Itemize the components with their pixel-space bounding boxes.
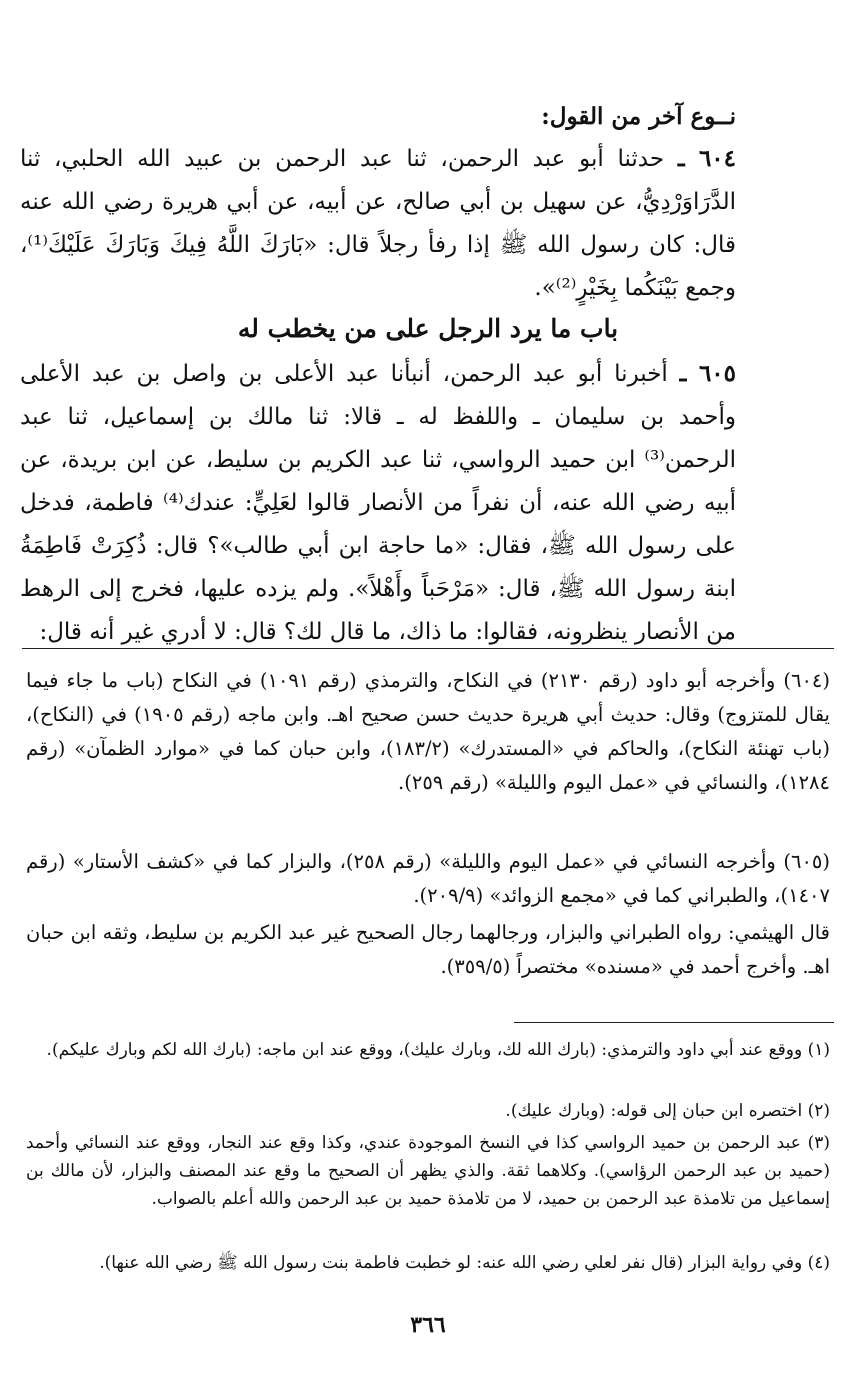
separator-rule [22,648,834,649]
takhrij-604: (٦٠٤) وأخرجه أبو داود (رقم ٢١٣٠) في النكاح، والترمذي (رقم ١٠٩١) في النكاح (باب ما جاء فيما يقال للمتزوج) وقال: حديث أبي هريرة حديث حسن صحيح اهـ. وابن ماجه (رقم ١٩٠٥) في (النكاح)، (باب تهنئة النكاح)، والحاكم في «المستدرك» (١٨٣/٢)، وابن حبان كما في «موارد الظمآن» (رقم ١٢٨٤)، والنسائي في «عمل اليوم والليلة» (رقم ٢٥٩). [26,669,830,794]
footnote-3: (٣) عبد الرحمن بن حميد الرواسي كذا في النسخ الموجودة عندي، وكذا وقع عند النجار، ووقع عند النسائي وأحمد (حميد بن عبد الرحمن الرؤاسي). وكلاهما ثقة. والذي يظهر أن الصحيح ما وقع عند المصنف والبزار، لأن مالك بن إسماعيل من تلامذة عبد الرحمن بن حميد، لا من تلامذة حميد بن عبد الرحمن والله أعلم بالصواب. [26,1133,830,1209]
footnote-separator [514,1022,834,1023]
hadith-text: أخبرنا أبو عبد الرحمن، أنبأنا عبد الأعلى بن واصل بن عبد الأعلى وأحمد بن سليمان ـ واللفظ له ـ قالا: ثنا مالك بن إسماعيل، ثنا عبد الرحمن⁽³⁾ ابن حميد الرواسي، ثنا عبد الكريم بن سليط، عن ابن بريدة، عن أبيه رضي الله عنه، أن نفراً من الأنصار قالوا لعَلِيٍّ: عندك⁽⁴⁾ فاطمة، فدخل على رسول الله ﷺ، فقال: «ما حاجة ابن أبي طالب»؟ قال: ذُكِرَتْ فَاطِمَةُ ابنة رسول الله ﷺ، قال: «مَرْحَباً وأَهْلاً». ولم يزده عليها، فخرج إلى الرهط من الأنصار ينظرونه، فقالوا: ما ذاك، ما قال لك؟ قال: لا أدري غير أنه قال: [20,361,737,645]
footnote-1: (١) ووقع عند أبي داود والترمذي: (بارك الله لك، وبارك عليك)، ووقع عند ابن ماجه: (بارك الله لكم وبارك عليكم). [46,1040,830,1060]
footnote-4: (٤) وفي رواية البزار (قال نفر لعلي رضي الله عنه: لو خطبت فاطمة بنت رسول الله ﷺ رضي الله عنها). [99,1253,830,1273]
takhrij-605: (٦٠٥) وأخرجه النسائي في «عمل اليوم والليلة» (رقم ٢٥٨)، والبزار كما في «كشف الأستار» (رقم ١٤٠٧)، والطبراني كما في «مجمع الزوائد» (٢٠٩/٩). [26,850,830,907]
haythami-note: قال الهيثمي: رواه الطبراني والبزار، ورجالهما رجال الصحيح غير عبد الكريم بن سليط، وثقه ابن حبان اهـ. وأخرج أحمد في «مسنده» مختصراً (٣٥٩/٥). [26,921,830,978]
page-number: ٣٦٦ [410,1312,446,1338]
hadith-604 [20,137,736,310]
chapter-title: باب ما يرد الرجل على من يخطب له [237,314,619,343]
hadith-number: ٦٠٥ ـ [679,360,737,387]
hadith-605 [20,352,736,654]
section-heading: نــوع آخر من القول: [541,103,736,130]
footnote-2: (٢) اختصره ابن حبان إلى قوله: (وبارك عليك). [505,1101,830,1121]
hadith-number: ٦٠٤ ـ [677,145,737,172]
hadith-text: حدثنا أبو عبد الرحمن، ثنا عبد الرحمن بن عبيد الله الحلبي، ثنا الدَّرَاوَرْدِيُّ، عن سهيل بن أبي صالح، عن أبيه، عن أبي هريرة رضي الله عنه قال: كان رسول الله ﷺ إذا رفأ رجلاً قال: «بَارَكَ اللَّهُ فِيكَ وَبَارَكَ عَلَيْكَ⁽¹⁾، وجمع بَيْنَكُما بِخَيْرٍ⁽²⁾». [20,146,736,301]
